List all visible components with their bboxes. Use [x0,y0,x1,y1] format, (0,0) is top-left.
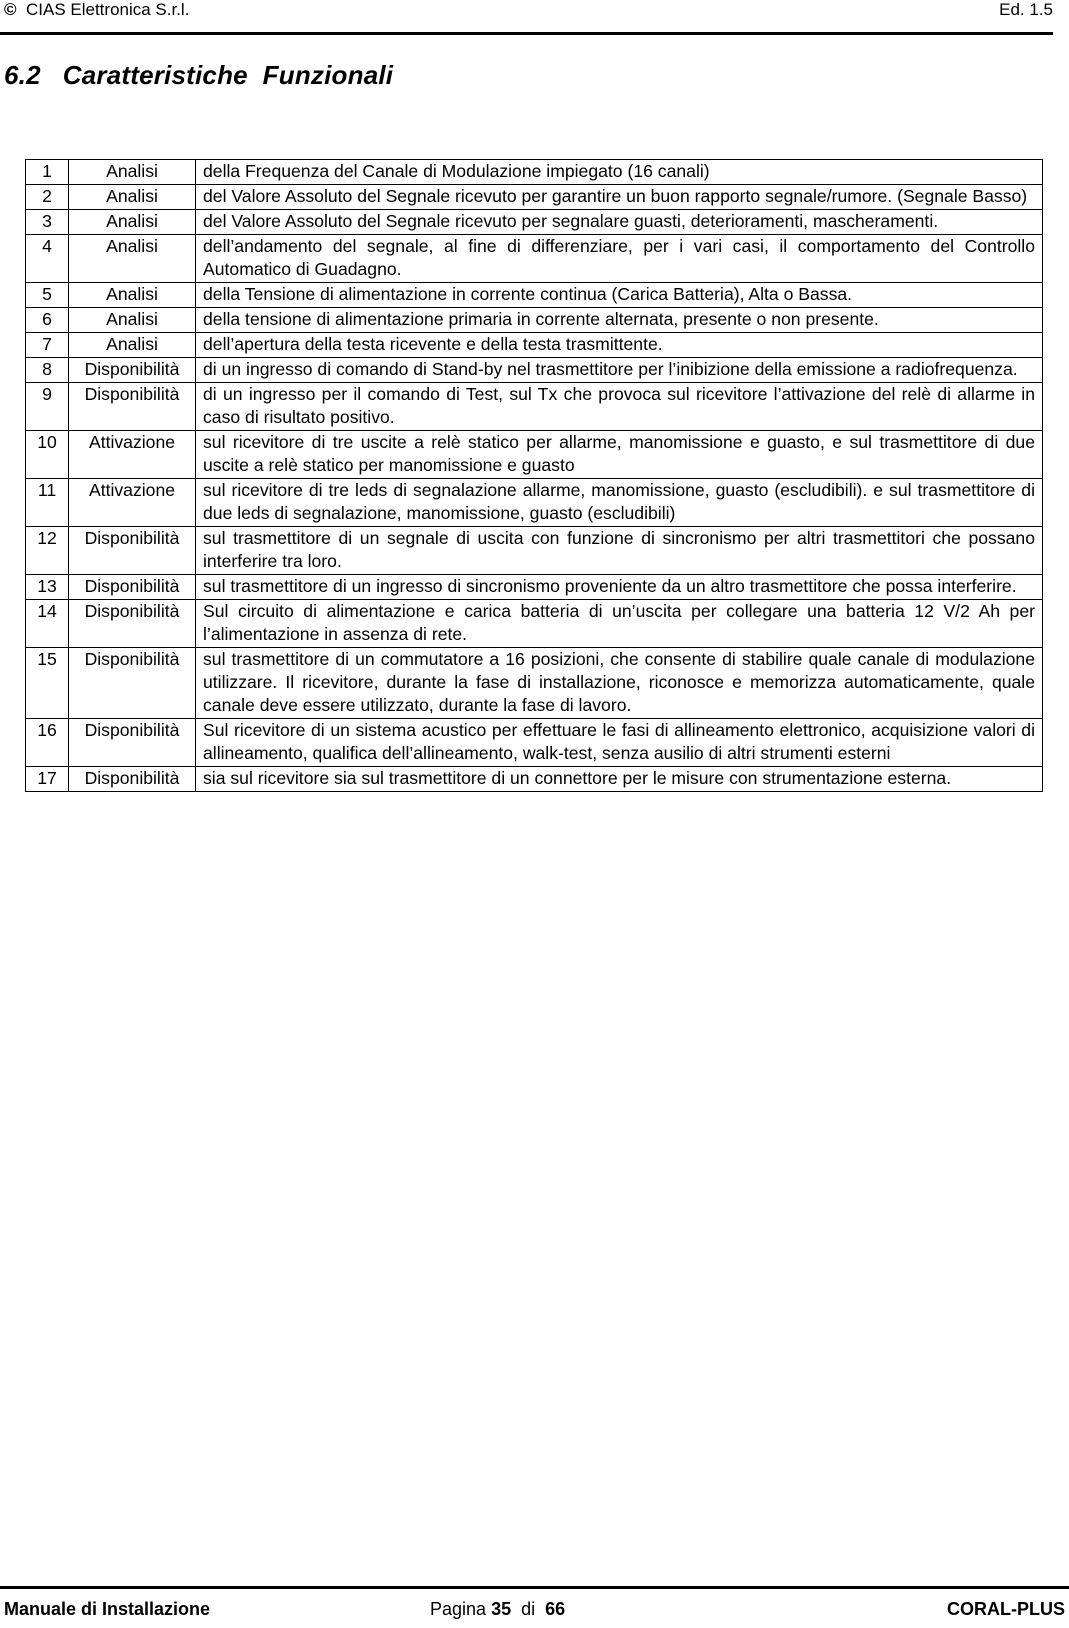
row-number: 12 [26,527,69,575]
row-number: 2 [26,185,69,210]
row-type: Analisi [69,235,196,283]
row-description: sul ricevitore di tre uscite a relè statico per allarme, manomissione e guasto, e sul trasmettitore di due uscite a relè statico per manomissione e guasto [196,431,1043,479]
product-name: CORAL-PLUS [947,1599,1065,1619]
row-type: Disponibilità [69,648,196,719]
row-number: 7 [26,333,69,358]
row-number: 10 [26,431,69,479]
features-table [25,159,1043,792]
row-type: Analisi [69,210,196,235]
company-name: CIAS Elettronica S.r.l. [25,0,190,19]
footer-divider [0,1586,1069,1589]
row-number: 9 [26,383,69,431]
row-type: Attivazione [69,431,196,479]
row-number: 3 [26,210,69,235]
row-description: sul trasmettitore di un commutatore a 16 posizioni, che consente di stabilire quale canale di modulazione utilizzare. Il ricevitore, durante la fase di installazione, riconosce e memorizza automaticamente, quale canale deve essere utilizzato, durante la fase di lavoro. [196,648,1043,719]
row-description: di un ingresso per il comando di Test, sul Tx che provoca sul ricevitore l’attivazione del relè di allarme in caso di risultato positivo. [196,383,1043,431]
table-row [26,210,1043,235]
row-description: sia sul ricevitore sia sul trasmettitore di un connettore per le misure con strumentazione esterna. [196,767,1043,792]
row-type: Disponibilità [69,767,196,792]
row-description: della Frequenza del Canale di Modulazione impiegato (16 canali) [196,160,1043,185]
table-row [26,235,1043,283]
page-footer [0,1599,1069,1623]
row-number: 11 [26,479,69,527]
table-row [26,527,1043,575]
row-number: 16 [26,719,69,767]
page-total: 66 [545,1599,566,1619]
header-company [4,0,189,20]
row-description: della Tensione di alimentazione in corrente continua (Carica Batteria), Alta o Bassa. [196,283,1043,308]
section-title [4,60,393,91]
header-divider [0,32,1053,35]
table-row [26,185,1043,210]
row-description: dell’andamento del segnale, al fine di differenziare, per i vari casi, il comportamento del Controllo Automatico di Guadagno. [196,235,1043,283]
table-row [26,575,1043,600]
copyright-icon: © [4,0,17,19]
row-type: Disponibilità [69,358,196,383]
row-type: Analisi [69,185,196,210]
section-number: 6.2 [4,60,41,90]
table-row [26,308,1043,333]
row-type: Disponibilità [69,575,196,600]
row-number: 4 [26,235,69,283]
row-type: Disponibilità [69,600,196,648]
features-table-body [26,160,1043,792]
table-row [26,358,1043,383]
row-description: del Valore Assoluto del Segnale ricevuto per segnalare guasti, deterioramenti, mascheramenti. [196,210,1043,235]
row-number: 17 [26,767,69,792]
row-type: Analisi [69,333,196,358]
row-type: Attivazione [69,479,196,527]
page-indicator [430,1599,565,1620]
row-type: Disponibilità [69,383,196,431]
row-type: Analisi [69,160,196,185]
row-number: 1 [26,160,69,185]
row-type: Disponibilità [69,527,196,575]
row-number: 14 [26,600,69,648]
row-description: del Valore Assoluto del Segnale ricevuto per garantire un buon rapporto segnale/rumore. (Segnale Basso) [196,185,1043,210]
table-row [26,600,1043,648]
row-description: sul trasmettitore di un segnale di uscita con funzione di sincronismo per altri trasmettitori che possano interferire tra loro. [196,527,1043,575]
table-row [26,431,1043,479]
row-type: Disponibilità [69,719,196,767]
row-type: Analisi [69,308,196,333]
row-description: sul trasmettitore di un ingresso di sincronismo proveniente da un altro trasmettitore che possa interferire. [196,575,1043,600]
row-description: della tensione di alimentazione primaria in corrente alternata, presente o non presente. [196,308,1043,333]
page-number: 35 [491,1599,512,1619]
edition-label: Ed. 1.5 [999,0,1053,19]
page-header [0,0,1053,22]
row-number: 5 [26,283,69,308]
row-description: Sul circuito di alimentazione e carica batteria di un’uscita per collegare una batteria 12 V/2 Ah per l’alimentazione in assenza di rete. [196,600,1043,648]
row-number: 6 [26,308,69,333]
table-row [26,479,1043,527]
row-number: 13 [26,575,69,600]
table-row [26,719,1043,767]
row-description: sul ricevitore di tre leds di segnalazione allarme, manomissione, guasto (escludibili). e sul trasmettitore di due leds di segnalazione, manomissione, guasto (escludibili) [196,479,1043,527]
table-row [26,383,1043,431]
row-description: dell’apertura della testa ricevente e della testa trasmittente. [196,333,1043,358]
table-row [26,160,1043,185]
row-description: Sul ricevitore di un sistema acustico per effettuare le fasi di allineamento elettronico, acquisizione valori di allineamento, qualifica dell’allineamento, walk-test, senza ausilio di altri strumenti esterni [196,719,1043,767]
row-type: Analisi [69,283,196,308]
table-row [26,333,1043,358]
table-row [26,283,1043,308]
row-number: 8 [26,358,69,383]
table-row [26,648,1043,719]
row-number: 15 [26,648,69,719]
row-description: di un ingresso di comando di Stand-by nel trasmettitore per l’inibizione della emissione a radiofrequenza. [196,358,1043,383]
page-of-label: di [521,1599,536,1619]
section-heading: Caratteristiche Funzionali [62,60,394,90]
manual-title: Manuale di Installazione [4,1599,211,1619]
page-label: Pagina [430,1599,487,1619]
table-row [26,767,1043,792]
